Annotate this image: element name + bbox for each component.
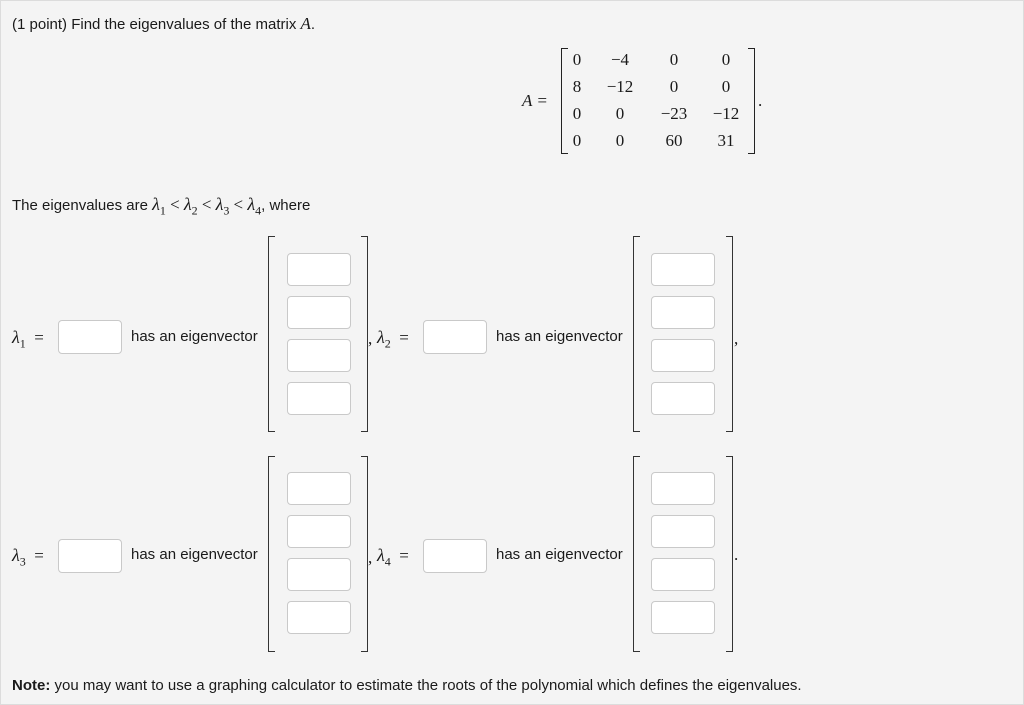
- matrix-period: .: [758, 91, 763, 110]
- less-than: <: [170, 195, 180, 214]
- problem-prompt: [12, 14, 315, 34]
- matrix-cell: 0: [669, 50, 679, 69]
- eigenvector-label: has an eigenvector: [496, 546, 623, 563]
- lambda-1-input[interactable]: [58, 320, 122, 354]
- vector-3-right-bracket: [361, 456, 368, 652]
- eigenvector-3-entry-4[interactable]: [287, 601, 351, 634]
- lambda-4-input[interactable]: [423, 539, 487, 573]
- equals-sign: =: [399, 546, 409, 565]
- prompt-period: .: [310, 16, 316, 33]
- prompt-text: (1 point) Find the eigenvalues of the matrix: [12, 16, 297, 33]
- eigenvector-4-entry-4[interactable]: [651, 601, 715, 634]
- lambda-subscript: 1: [159, 203, 166, 218]
- vector-4-right-bracket: [726, 456, 733, 652]
- eigenvector-2-entry-2[interactable]: [651, 296, 715, 329]
- eigenvector-label: has an eigenvector: [131, 546, 258, 563]
- matrix-cell: 60: [665, 131, 683, 150]
- eigenvector-4-entry-1[interactable]: [651, 472, 715, 505]
- vector-4-left-bracket: [633, 456, 640, 652]
- equals-sign: =: [34, 328, 44, 347]
- matrix-cell: 31: [717, 131, 735, 150]
- lambda-subscript: 4: [255, 203, 262, 218]
- equals-sign: =: [34, 546, 44, 565]
- eigenvector-3-entry-2[interactable]: [287, 515, 351, 548]
- matrix-cell: 8: [572, 77, 582, 96]
- lambda-subscript: 3: [19, 554, 26, 569]
- less-than: <: [233, 195, 244, 214]
- equals-sign: =: [399, 328, 409, 347]
- eigenvector-1-entry-3[interactable]: [287, 339, 351, 372]
- eigenvector-4-entry-3[interactable]: [651, 558, 715, 591]
- lambda-symbol: λ: [12, 327, 20, 347]
- matrix-cell: −12: [606, 77, 634, 96]
- lambda-symbol: λ: [215, 194, 224, 214]
- less-than: <: [201, 195, 212, 214]
- eigenvector-2-entry-4[interactable]: [651, 382, 715, 415]
- matrix-cell: −23: [660, 104, 688, 123]
- vector-3-left-bracket: [268, 456, 275, 652]
- matrix-cell: −12: [712, 104, 740, 123]
- lambda-2-input[interactable]: [423, 320, 487, 354]
- matrix-cell: 0: [721, 77, 731, 96]
- vector-1-right-bracket: [361, 236, 368, 432]
- matrix-cell: 0: [572, 50, 582, 69]
- order-prefix: The eigenvalues are: [12, 197, 148, 214]
- note-label: Note:: [12, 677, 51, 694]
- prompt-variable: A: [300, 14, 311, 33]
- matrix-a: [565, 48, 750, 152]
- separator-comma: ,: [368, 329, 373, 348]
- eigenvector-4-entry-2[interactable]: [651, 515, 715, 548]
- eigenvector-2-entry-1[interactable]: [651, 253, 715, 286]
- matrix-label: A =: [522, 91, 548, 110]
- matrix-cell: 0: [615, 131, 625, 150]
- separator-comma: ,: [368, 548, 373, 567]
- eigenvector-1-entry-1[interactable]: [287, 253, 351, 286]
- lambda-symbol: λ: [183, 194, 192, 214]
- matrix-cell: 0: [572, 131, 582, 150]
- lambda-1-label: [12, 327, 44, 352]
- vector-2-right-bracket: [726, 236, 733, 432]
- lambda-subscript: 1: [19, 336, 26, 351]
- eigenvector-1-entry-4[interactable]: [287, 382, 351, 415]
- lambda-3-input[interactable]: [58, 539, 122, 573]
- vector-2-left-bracket: [633, 236, 640, 432]
- lambda-3-label: [12, 545, 44, 570]
- matrix-cell: 0: [721, 50, 731, 69]
- lambda-symbol: λ: [377, 327, 385, 347]
- matrix-cell: 0: [615, 104, 625, 123]
- lambda-2-label: [377, 327, 409, 352]
- eigenvalue-order-statement: [12, 194, 310, 219]
- lambda-subscript: 4: [384, 554, 391, 569]
- lambda-symbol: λ: [377, 545, 385, 565]
- note-text: you may want to use a graphing calculator to estimate the roots of the polynomial which defines the eigenvalues.: [50, 677, 802, 694]
- final-period: .: [734, 545, 739, 564]
- eigenvector-label: has an eigenvector: [496, 328, 623, 345]
- lambda-subscript: 3: [223, 203, 230, 218]
- lambda-subscript: 2: [191, 203, 198, 218]
- lambda-symbol: λ: [152, 194, 160, 214]
- matrix-cell: 0: [572, 104, 582, 123]
- order-suffix: , where: [261, 197, 311, 214]
- separator-comma: ,: [734, 329, 739, 348]
- note: [12, 677, 802, 694]
- eigenvector-label: has an eigenvector: [131, 328, 258, 345]
- matrix-cell: −4: [610, 50, 630, 69]
- eigenvector-3-entry-1[interactable]: [287, 472, 351, 505]
- lambda-symbol: λ: [12, 545, 20, 565]
- vector-1-left-bracket: [268, 236, 275, 432]
- lambda-subscript: 2: [384, 336, 391, 351]
- matrix-cell: 0: [669, 77, 679, 96]
- lambda-symbol: λ: [247, 194, 256, 214]
- eigenvector-2-entry-3[interactable]: [651, 339, 715, 372]
- eigenvector-1-entry-2[interactable]: [287, 296, 351, 329]
- eigenvector-3-entry-3[interactable]: [287, 558, 351, 591]
- lambda-4-label: [377, 545, 409, 570]
